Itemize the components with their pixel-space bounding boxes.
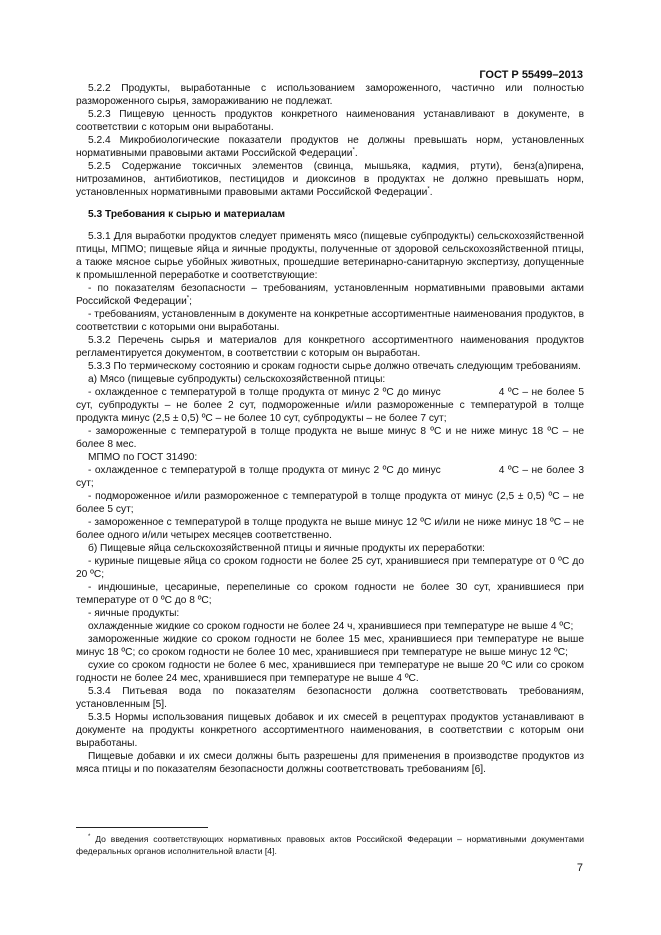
footnote-divider bbox=[76, 827, 208, 828]
para-5-2-5-text: 5.2.5 Содержание токсичных элементов (свинца, мышьяка, кадмия, ртути), бенз(а)пирена, нитрозаминов, антибиотиков, пестицидов и диоксинов в продуктах не должно превышать норм, установленных нормативными правовыми актами Российской Федерации bbox=[76, 161, 584, 198]
mpmo-chilled-part1: - охлажденное с температурой в толще продукта от минус 2 ºС до минус bbox=[88, 465, 441, 476]
para-5-3-1: 5.3.1 Для выработки продуктов следует применять мясо (пищевые субпродукты) сельскохозяйственной птицы, МПМО; пищевые яйца и яичные продукты, полученные от здоровой сельскохозяйственной птицы, а также мясное сырье убойных животных, прошедшие ветеринарно-санитарную экспертизу, допущенные к промышленной переработке и соответствующие: bbox=[76, 231, 584, 281]
item-a-chilled bbox=[76, 386, 584, 425]
list-item-requirements: - требованиям, установленным в документе на конкретные ассортиментные наименования продуктов, в соответствии с которыми они выработаны. bbox=[76, 309, 584, 333]
egg-products-heading: - яичные продукты: bbox=[88, 608, 180, 619]
mpmo-frozen: - замороженное с температурой в толще продукта не выше минус 12 ºС и/или не ниже минус 18 ºС – не более одного и/или четырех месяцев соответственно. bbox=[76, 517, 584, 541]
list-item-safety-end: ; bbox=[189, 296, 192, 307]
para-5-3-5: 5.3.5 Нормы использования пищевых добавок и их смесей в рецептурах продуктов устанавливают в документе на продукты конкретного ассортиментного наименования, в соответствии с которым они выработаны. bbox=[76, 712, 584, 749]
para-5-2-4 bbox=[76, 134, 584, 160]
document-body bbox=[76, 82, 584, 776]
eggs-other: - индюшиные, цесариные, перепелиные со сроком годности не более 30 сут, хранившиеся при температуре от 0 ºС до 8 ºС; bbox=[76, 582, 584, 606]
item-a-chilled-part1: - охлажденное с температурой в толще продукта от минус 2 ºС до минус bbox=[88, 387, 441, 398]
footnote-ref: * bbox=[186, 295, 190, 302]
list-item-safety bbox=[76, 282, 584, 308]
document-header: ГОСТ Р 55499–2013 bbox=[479, 69, 583, 81]
mpmo-chilled-part2: 4 ºС – не более 3 сут; bbox=[76, 465, 584, 489]
mpmo-chilled bbox=[76, 464, 584, 490]
footnote-ref: * bbox=[352, 147, 355, 154]
section-heading-5-3: 5.3 Требования к сырью и материалам bbox=[88, 209, 286, 220]
para-5-2-5-end: . bbox=[429, 187, 433, 198]
para-5-2-4-text: 5.2.4 Микробиологические показатели продуктов не должны превышать норм, установленных нормативными правовыми актами Российской Федерации bbox=[76, 135, 584, 159]
para-5-2-5 bbox=[76, 160, 584, 199]
footnote-mark: * bbox=[88, 834, 91, 841]
footnote bbox=[76, 834, 584, 857]
para-food-additives: Пищевые добавки и их смеси должны быть разрешены для применения в производстве продуктов из мяса птицы и по показателям безопасности должны соответствовать требованиям [6]. bbox=[76, 751, 584, 775]
footnote-ref: * bbox=[427, 186, 430, 193]
list-item-safety-text: - по показателям безопасности – требованиям, установленным нормативными правовыми актами Российской Федерации bbox=[76, 283, 584, 307]
para-5-2-4-end: . bbox=[354, 148, 358, 159]
egg-products-frozen: замороженные жидкие со сроком годности не более 15 мес, хранившиеся при температуре не выше минус 18 ºС; со сроком годности не более 10 мес, хранившиеся при температуре не выше минус 12 ºС; bbox=[76, 634, 584, 658]
para-5-3-4: 5.3.4 Питьевая вода по показателям безопасности должна соответствовать требованиям, установленным [5]. bbox=[76, 686, 584, 710]
eggs-chicken: - куриные пищевые яйца со сроком годности не более 25 сут, хранившиеся при температуре от 0 ºС до 20 ºС; bbox=[76, 556, 584, 580]
egg-products-dry: сухие со сроком годности не более 6 мес, хранившиеся при температуре не выше 20 ºС или со сроком годности не более 24 мес, хранившиеся при температуре не выше 4 ºС. bbox=[76, 660, 584, 684]
item-a-chilled-part2: 4 ºС – не более 5 сут, субпродукты – не более 2 сут, подмороженные и/или размороженные с температурой в толще продукта минус (2,5 ± 0,5) ºС – не более 10 сут, субпродукты – не более 7 сут; bbox=[76, 387, 584, 424]
para-5-3-2: 5.3.2 Перечень сырья и материалов для конкретного ассортиментного наименования продуктов регламентируется документом, в соответствии с которым он выработан. bbox=[76, 335, 584, 359]
para-5-2-3: 5.2.3 Пищевую ценность продуктов конкретного наименования устанавливают в документе, в соответствии с которым они выработаны. bbox=[76, 109, 584, 133]
mpmo-subfrozen: - подмороженное и/или размороженное с температурой в толще продукта от минус (2,5 ± 0,5) ºС – не более 5 сут; bbox=[76, 491, 584, 515]
para-5-2-2: 5.2.2 Продукты, выработанные с использованием замороженного, частично или полностью размороженного сырья, замораживанию не подлежат. bbox=[76, 83, 584, 107]
footnote-text: До введения соответствующих нормативных правовых актов Российской Федерации – нормативными документами федеральных органов исполнительной власти [4]. bbox=[76, 834, 584, 856]
mpmo-heading: МПМО по ГОСТ 31490: bbox=[88, 452, 198, 463]
item-a-heading: а) Мясо (пищевые субпродукты) сельскохозяйственной птицы: bbox=[88, 374, 386, 385]
egg-products-chilled: охлажденные жидкие со сроком годности не более 24 ч, хранившиеся при температуре не выше 4 ºС; bbox=[88, 621, 574, 632]
item-a-frozen: - замороженные с температурой в толще продукта не выше минус 8 ºС и не ниже минус 18 ºС – не более 8 мес. bbox=[76, 426, 584, 450]
page-number: 7 bbox=[576, 862, 583, 874]
para-5-3-3: 5.3.3 По термическому состоянию и срокам годности сырье должно отвечать следующим требованиям. bbox=[88, 361, 581, 372]
item-b-heading: б) Пищевые яйца сельскохозяйственной птицы и яичные продукты их переработки: bbox=[88, 543, 486, 554]
